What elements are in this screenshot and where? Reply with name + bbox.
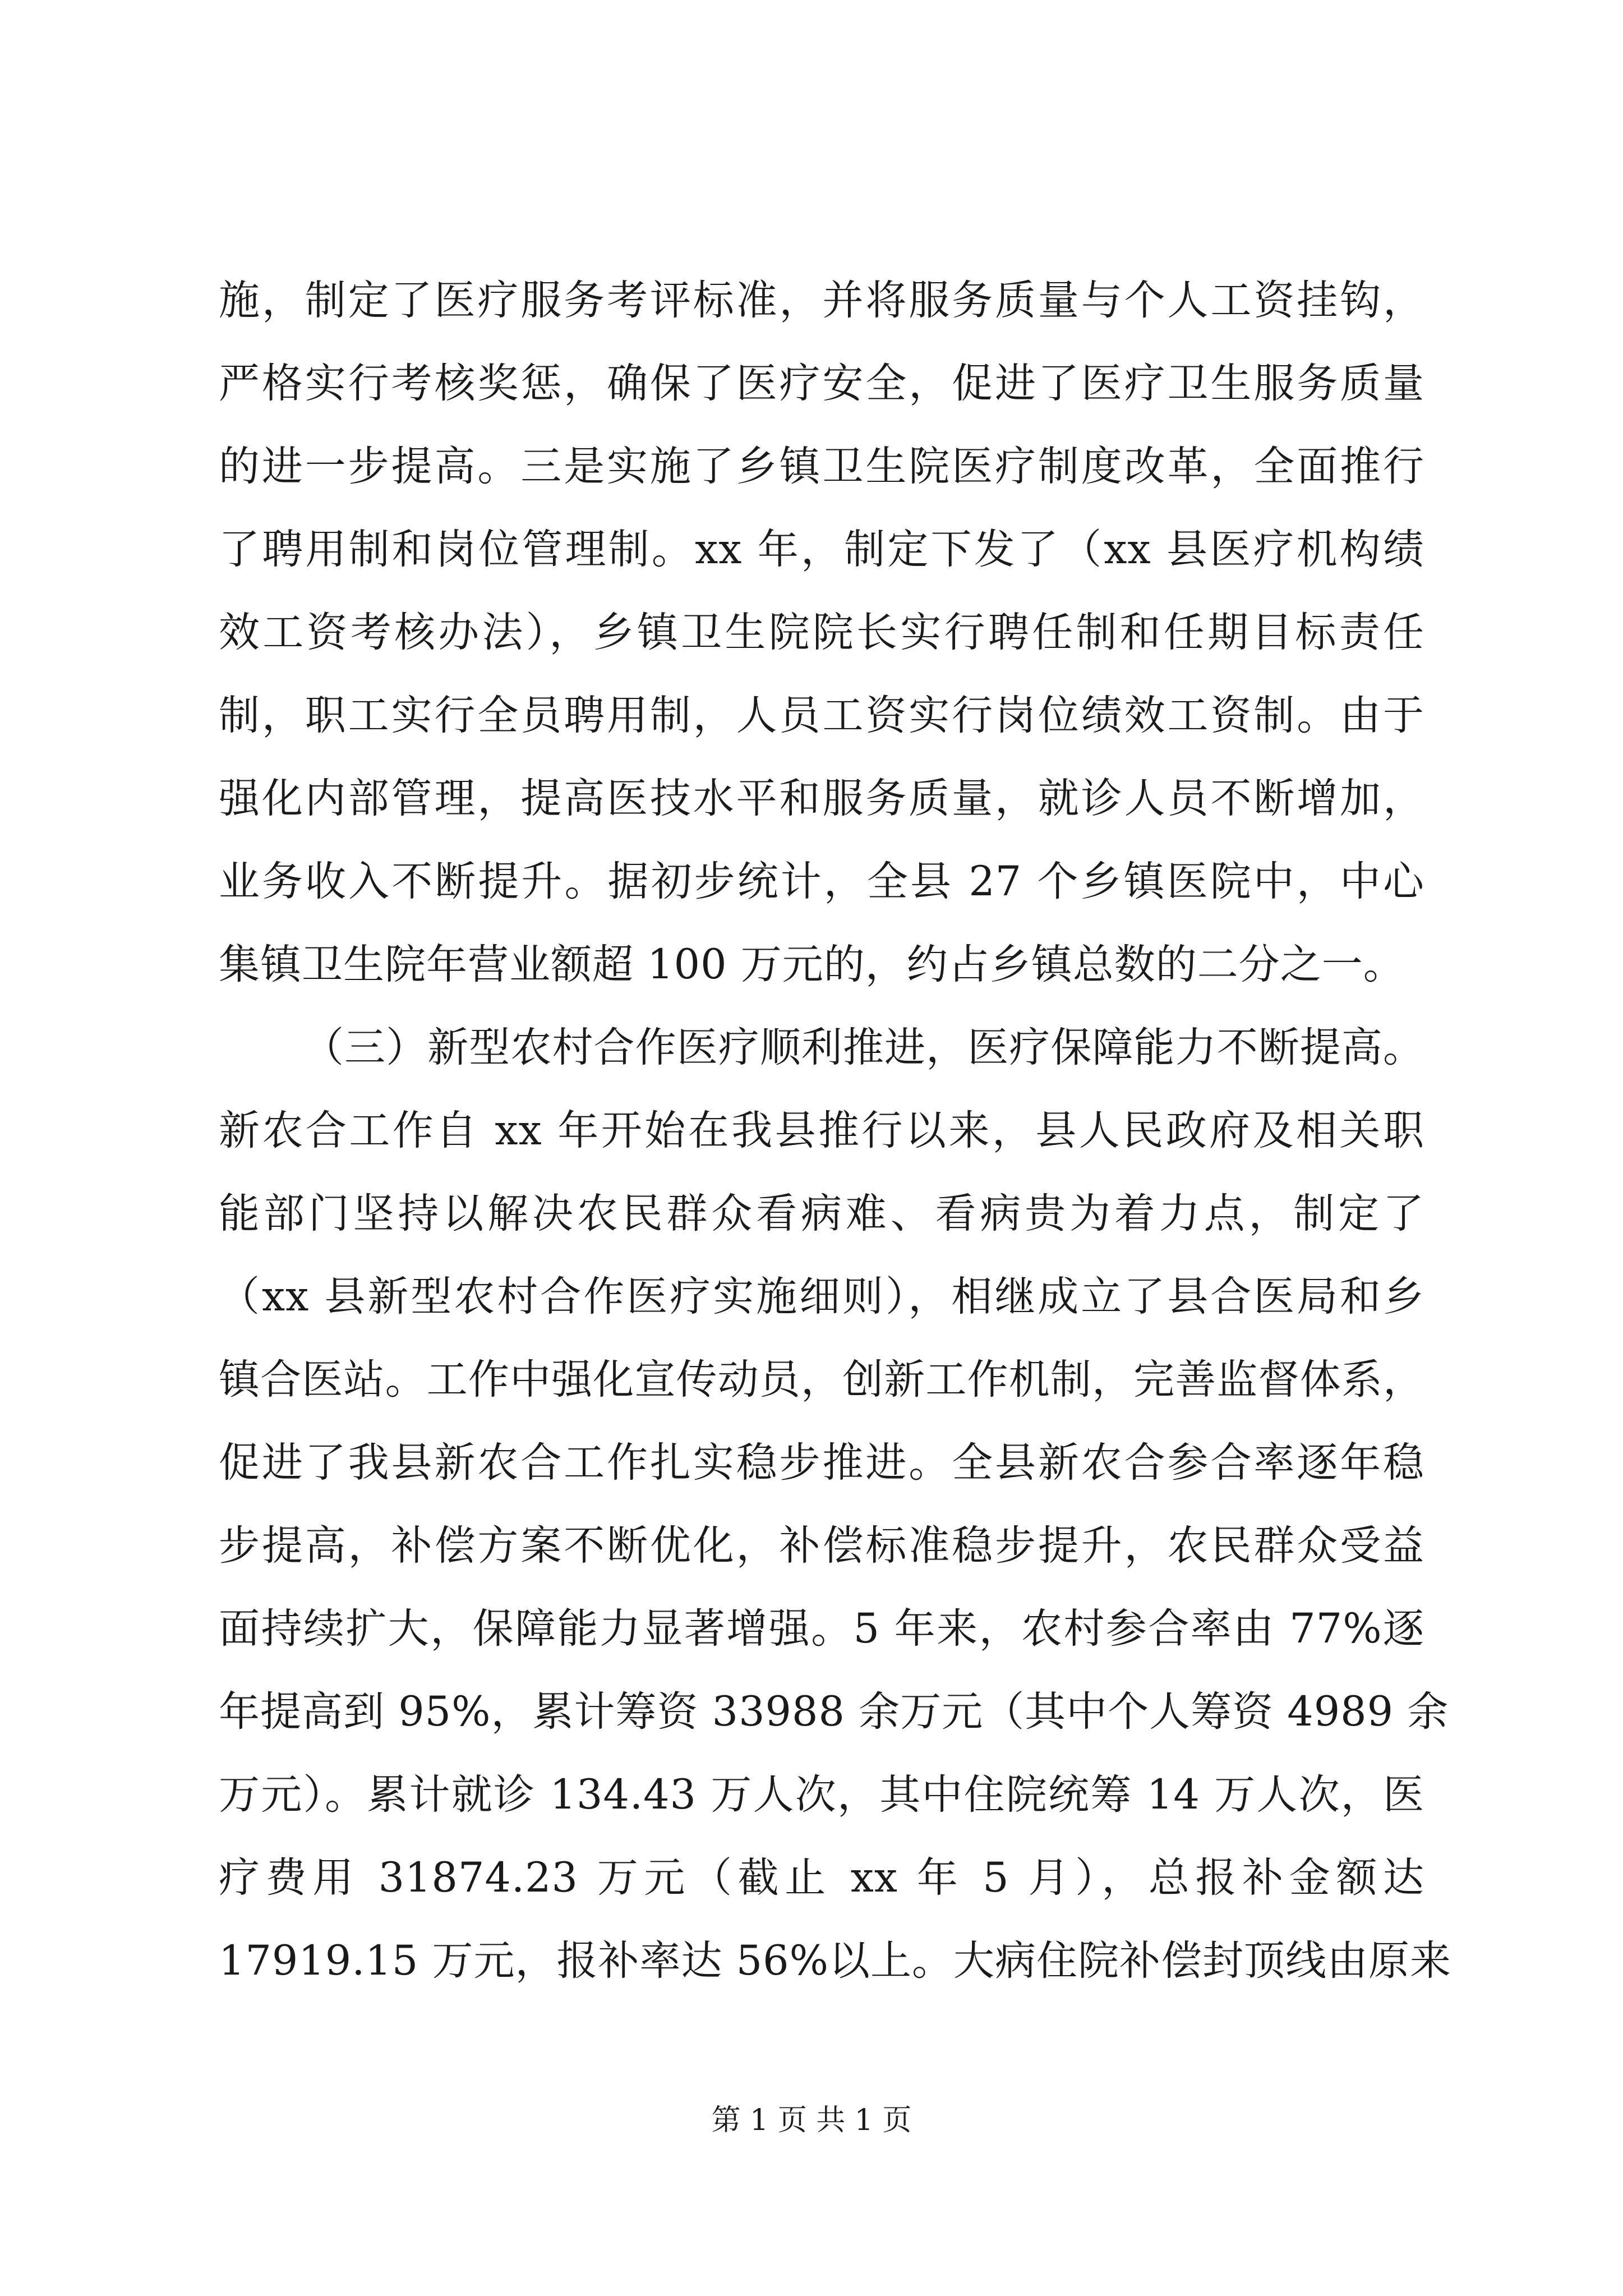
text-line-2: 严格实行考核奖惩，确保了医疗安全，促进了医疗卫生服务质量 (219, 360, 1424, 407)
text-line-7: 强化内部管理，提高医技水平和服务质量，就诊人员不断增加， (219, 775, 1424, 822)
text-line-4: 了聘用制和岗位管理制。xx 年，制定下发了（xx 县医疗机构绩 (219, 526, 1424, 573)
text-line-1: 施，制定了医疗服务考评标准，并将服务质量与个人工资挂钩， (219, 277, 1424, 324)
text-line-13: （xx 县新型农村合作医疗实施细则），相继成立了县合医局和乡 (219, 1273, 1424, 1320)
text-line-16: 步提高，补偿方案不断优化，补偿标准稳步提升，农民群众受益 (219, 1522, 1424, 1570)
text-line-18: 年提高到 95%，累计筹资 33988 余万元（其中个人筹资 4989 余 (219, 1688, 1449, 1736)
text-line-19: 万元）。累计就诊 134.43 万人次，其中住院统筹 14 万人次，医 (219, 1771, 1424, 1819)
text-line-14: 镇合医站。工作中强化宣传动员，创新工作机制，完善监督体系， (219, 1356, 1424, 1404)
text-line-9: 集镇卫生院年营业额超 100 万元的，约占乡镇总数的二分之一。 (219, 941, 1405, 988)
text-line-17: 面持续扩大，保障能力显著增强。5 年来，农村参合率由 77%逐 (219, 1605, 1424, 1653)
text-line-3: 的进一步提高。三是实施了乡镇卫生院医疗制度改革，全面推行 (219, 443, 1424, 490)
text-line-20: 疗费用 31874.23 万元（截止 xx 年 5 月），总报补金额达 (219, 1854, 1424, 1902)
section-heading-line: （三）新型农村合作医疗顺利推进，医疗保障能力不断提高。 (303, 1024, 1424, 1071)
text-line-6: 制，职工实行全员聘用制，人员工资实行岗位绩效工资制。由于 (219, 692, 1424, 739)
document-body (219, 259, 1451, 2003)
text-line-5: 效工资考核办法），乡镇卫生院院长实行聘任制和任期目标责任 (219, 609, 1424, 656)
text-line-15: 促进了我县新农合工作扎实稳步推进。全县新农合参合率逐年稳 (219, 1439, 1424, 1487)
page-number-footer: 第 1 页 共 1 页 (711, 2104, 912, 2137)
text-line-21: 17919.15 万元，报补率达 56%以上。大病住院补偿封顶线由原来 (219, 1937, 1451, 1985)
text-line-8: 业务收入不断提升。据初步统计，全县 27 个乡镇医院中，中心 (219, 858, 1424, 905)
text-line-12: 能部门坚持以解决农民群众看病难、看病贵为着力点，制定了 (219, 1190, 1424, 1237)
text-line-11: 新农合工作自 xx 年开始在我县推行以来，县人民政府及相关职 (219, 1107, 1424, 1154)
